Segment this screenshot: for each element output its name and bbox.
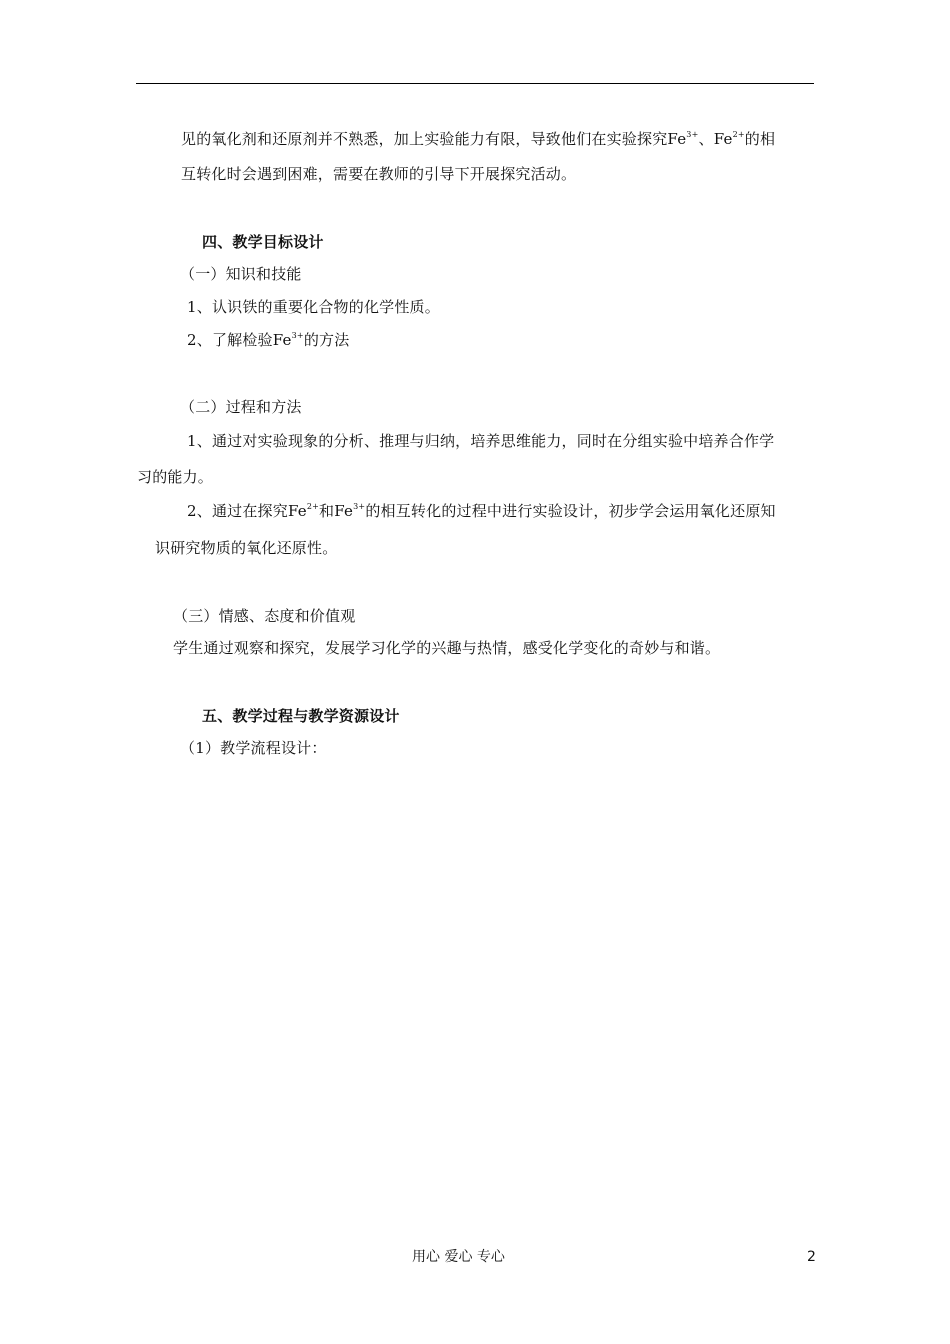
superscript: 3+ — [291, 331, 304, 340]
superscript: 2+ — [306, 502, 320, 511]
text-span: 的相 — [744, 130, 776, 148]
text-span: 2、了解检验 — [187, 331, 273, 349]
formula-fe2: Fe — [287, 502, 307, 520]
text-span: 和 — [319, 502, 335, 520]
text-span: 2、通过在探究 — [187, 502, 288, 520]
page-number: 2 — [807, 1249, 816, 1265]
formula-fe2: Fe — [713, 130, 733, 148]
subsection-title: （一）知识和技能 — [180, 265, 302, 283]
section-heading-5: 五、教学过程与教学资源设计 — [202, 707, 400, 725]
list-item: （1）教学流程设计： — [180, 739, 327, 757]
list-item — [187, 501, 776, 521]
list-item: 1、认识铁的重要化合物的化学性质。 — [187, 298, 440, 316]
text-span: 的方法 — [303, 331, 350, 349]
footer-motto: 用心 爱心 专心 — [412, 1249, 505, 1265]
subsection-title: （二）过程和方法 — [180, 398, 302, 416]
list-item: 1、通过对实验现象的分析、推理与归纳，培养思维能力，同时在分组实验中培养合作学 — [187, 432, 775, 450]
text-span: 、 — [698, 130, 714, 148]
formula-fe3: Fe — [667, 130, 687, 148]
formula-fe3: Fe — [334, 502, 354, 520]
subsection-title: （三）情感、态度和价值观 — [173, 607, 356, 625]
list-item-continuation: 习的能力。 — [137, 468, 214, 486]
superscript: 3+ — [353, 502, 366, 511]
paragraph-line: 互转化时会遇到困难，需要在教师的引导下开展探究活动。 — [181, 165, 577, 183]
list-item — [187, 330, 349, 350]
paragraph-line: 学生通过观察和探究，发展学习化学的兴趣与热情，感受化学变化的奇妙与和谐。 — [173, 639, 721, 657]
text-span: 见的氧化剂和还原剂并不熟悉，加上实验能力有限，导致他们在实验探究 — [181, 130, 668, 148]
text-span: 的相互转化的过程中进行实验设计，初步学会运用氧化还原知 — [365, 502, 776, 520]
list-item-continuation: 识研究物质的氧化还原性。 — [155, 539, 338, 557]
paragraph-line — [181, 129, 775, 149]
formula-fe3: Fe — [272, 331, 292, 349]
header-rule — [136, 83, 814, 84]
superscript: 2+ — [732, 130, 745, 139]
section-heading-4: 四、教学目标设计 — [202, 233, 324, 251]
superscript: 3+ — [686, 130, 699, 139]
